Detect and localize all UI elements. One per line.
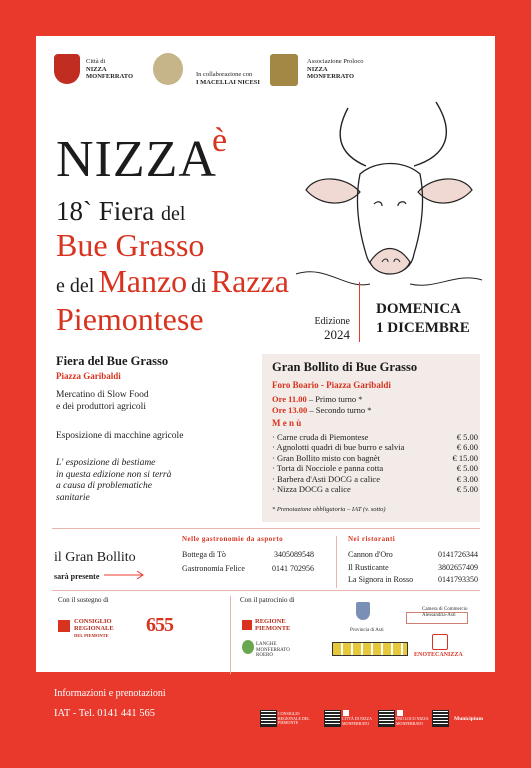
turn2-label: – Secondo turno *: [309, 405, 372, 415]
collab-label: In collaborazione con: [196, 71, 253, 78]
menu-item: · Carne cruda di Piemontese: [272, 432, 369, 442]
menu-price: € 5.00: [456, 432, 478, 442]
city-name: NIZZA: [86, 65, 107, 73]
ristoranti-title: Nei ristoranti: [348, 535, 396, 543]
menu-item: · Torta di Nocciole e panna cotta: [272, 463, 384, 474]
consiglio-logo: [74, 618, 114, 639]
bue-grasso-title: Bue Grasso: [56, 227, 205, 263]
collab-name: I MACELLAI NICESI: [196, 78, 260, 86]
sostegno-title: Con il sostegno di: [58, 596, 109, 604]
title-divider: [359, 282, 360, 342]
sponsor-divider: [52, 590, 480, 591]
provincia-crest-icon: [356, 602, 370, 620]
regione-flag-icon: [242, 620, 252, 630]
ristorante-phone: 3802657409: [438, 562, 478, 572]
langhe-logo-icon: [242, 640, 254, 654]
gran-bollito-title: il Gran Bollito: [54, 550, 136, 565]
qr1-label: CONSIGLIO REGIONALE DEL PIEMONTE: [278, 711, 310, 725]
regione-logo: [255, 618, 290, 632]
bull-head-illustration: [286, 94, 486, 304]
provincia-label: Provincia di Asti: [350, 628, 384, 633]
asporto-phone: 0141 702956: [272, 563, 314, 573]
qr2-label: CITTÀ DI NIZZA MONFERRATO: [342, 716, 372, 726]
proloco-label: Associazione Proloco: [307, 58, 364, 65]
enoteca-icon: [432, 634, 448, 650]
edizione-year: 2024: [324, 327, 350, 342]
note-line-2: in questa edizione non si terrà: [56, 469, 172, 480]
asporto-phone: 3405089548: [274, 550, 314, 559]
qr3-label: PRO LOCO NIZZA MONFERRATO: [396, 716, 429, 726]
proloco-logo-text: [307, 58, 364, 81]
poster-sheet: [36, 36, 495, 672]
title-nizza: NIZZA: [56, 131, 217, 188]
e-del-word: e del: [56, 275, 95, 297]
note-line-3: a causa di problematiche: [56, 481, 152, 491]
di-word: di: [191, 275, 207, 297]
qr-code-icon[interactable]: [324, 710, 341, 727]
fiera-word: Fiera: [98, 196, 155, 226]
bollito-location: Foro Boario - Piazza Garibaldi: [272, 380, 391, 390]
fiera-del: del: [160, 203, 186, 225]
fiera-heading: Fiera del Bue Grasso: [56, 354, 169, 368]
macellai-logo-icon: [153, 53, 183, 85]
menu-price: € 5.00: [456, 463, 478, 474]
turn1-time: Ore 11.00: [272, 394, 307, 404]
proloco-name: NIZZA: [307, 65, 328, 73]
menu-item: · Nizza DOCG a calice: [272, 484, 351, 495]
asporto-list: [182, 550, 314, 573]
ristorante-phone: 0141726344: [438, 550, 478, 559]
menu-price: € 15.00: [452, 452, 478, 463]
asporto-name: Bottega di Tò: [182, 550, 226, 559]
qr-code-icon[interactable]: [378, 710, 395, 727]
mercatino-line-2: e dei produttori agricoli: [56, 402, 146, 412]
menu-price: € 3.00: [456, 473, 478, 484]
camera-line-2: Alessandria-Asti: [422, 613, 456, 618]
asporto-name: Gastronomia Felice: [182, 563, 245, 573]
regione-line-1: REGIONE: [255, 618, 286, 625]
ristorante-name: Il Rusticante: [348, 562, 389, 572]
menu-row: [272, 463, 478, 473]
info-title: Informazioni e prenotazioni: [54, 688, 166, 699]
menu-row: [272, 453, 478, 463]
bollito-box: [262, 354, 480, 522]
sponsor-col-divider: [230, 596, 231, 674]
asporto-row: [182, 550, 314, 560]
note-line-4: sanitarie: [56, 492, 90, 503]
city-logo-text: [86, 58, 133, 81]
asporto-row: [182, 564, 314, 574]
proloco-crest-icon: [270, 54, 298, 86]
menu-row: [272, 442, 478, 452]
menu-list: [272, 432, 478, 494]
date-block: [376, 300, 470, 338]
menu-price: € 6.00: [456, 442, 478, 453]
ristorante-row: [348, 575, 478, 585]
ristoranti-list: [348, 550, 478, 585]
menu-item: · Agnolotti quadri di bue burro e salvia: [272, 442, 405, 453]
turn1-label: – Primo turno *: [308, 394, 363, 404]
turni: [272, 394, 371, 416]
edizione-label: Edizione: [314, 316, 350, 327]
ristorante-phone: 0141793350: [438, 575, 478, 584]
menu-price: € 5.00: [456, 484, 478, 495]
iat-phone: IAT - Tel. 0141 441 565: [54, 708, 155, 719]
piemontese-title: Piemontese: [56, 301, 204, 337]
date-weekday: DOMENICA: [376, 301, 461, 317]
consiglio-line-1: CONSIGLIO: [74, 618, 112, 625]
anni-logo: 655: [146, 614, 173, 636]
qr-code-icon[interactable]: [432, 710, 449, 727]
ristorante-row: [348, 563, 478, 573]
arrow-right-icon: [104, 570, 146, 580]
proloco-name-2: MONFERRATO: [307, 73, 355, 80]
title-e-accent: è: [212, 122, 228, 159]
edizione-block: [304, 316, 350, 342]
turn2-time: Ore 13.00: [272, 405, 308, 415]
regione-line-2: PIEMONTE: [255, 625, 291, 632]
menu-row: [272, 484, 478, 494]
menu-row: [272, 432, 478, 442]
bank-logo: [332, 642, 408, 656]
manzo-word: Manzo: [98, 263, 188, 299]
enoteca-label: ENOTECANIZZA: [414, 652, 463, 658]
menu-item: · Gran Bollito misto con bagnèt: [272, 452, 380, 463]
patrocinio-title: Con il patrocinio di: [240, 596, 295, 604]
municipium-label: Municipium: [454, 716, 484, 722]
menu-footnote: * Prenotazione obbligatoria – IAT (v. sotto): [272, 506, 386, 513]
menu-row: [272, 474, 478, 484]
esposizione-text: Esposizione di macchine agricole: [56, 431, 184, 441]
note-line-1: L' esposizione di bestiame: [56, 458, 156, 468]
langhe-label: LANGHE MONFERRATO ROERO: [256, 642, 290, 658]
city-name-2: MONFERRATO: [86, 73, 134, 80]
bollito-heading: Gran Bollito di Bue Grasso: [272, 360, 418, 374]
qr-code-icon[interactable]: [260, 710, 277, 727]
gran-bollito-subtitle: sarà presente: [54, 572, 100, 581]
ristorante-name: Cannon d'Oro: [348, 550, 393, 559]
camera-line-1: Camera di Commercio: [422, 607, 468, 612]
asporto-title: Nelle gastronomie da asporto: [182, 535, 284, 543]
bestiame-note: [56, 458, 171, 504]
fiera-apostrophe: `: [83, 196, 92, 226]
ristorante-name: La Signora in Rosso: [348, 575, 414, 584]
city-label: Città di: [86, 58, 106, 65]
city-crest-icon: [54, 54, 80, 84]
section-divider: [52, 528, 480, 529]
mercatino-line-1: Mercatino di Slow Food: [56, 390, 149, 400]
ristorante-row: [348, 550, 478, 560]
manzo-line: [56, 264, 289, 298]
fiera-line: [56, 196, 185, 229]
mercatino-text: [56, 389, 149, 413]
consiglio-line-3: DEL PIEMONTE: [74, 633, 109, 638]
consiglio-flag-icon: [58, 620, 70, 632]
collab-logo-text: [196, 71, 260, 86]
razza-word: Razza: [210, 263, 289, 299]
fiera-number: 18: [56, 196, 83, 226]
date-day: 1 DICEMBRE: [376, 320, 470, 336]
consiglio-line-2: REGIONALE: [74, 625, 114, 632]
list-divider: [336, 536, 337, 588]
menu-title: M e n ù: [272, 418, 302, 428]
menu-item: · Barbera d'Asti DOCG a calice: [272, 473, 380, 484]
fiera-location: Piazza Garibaldi: [56, 371, 121, 381]
